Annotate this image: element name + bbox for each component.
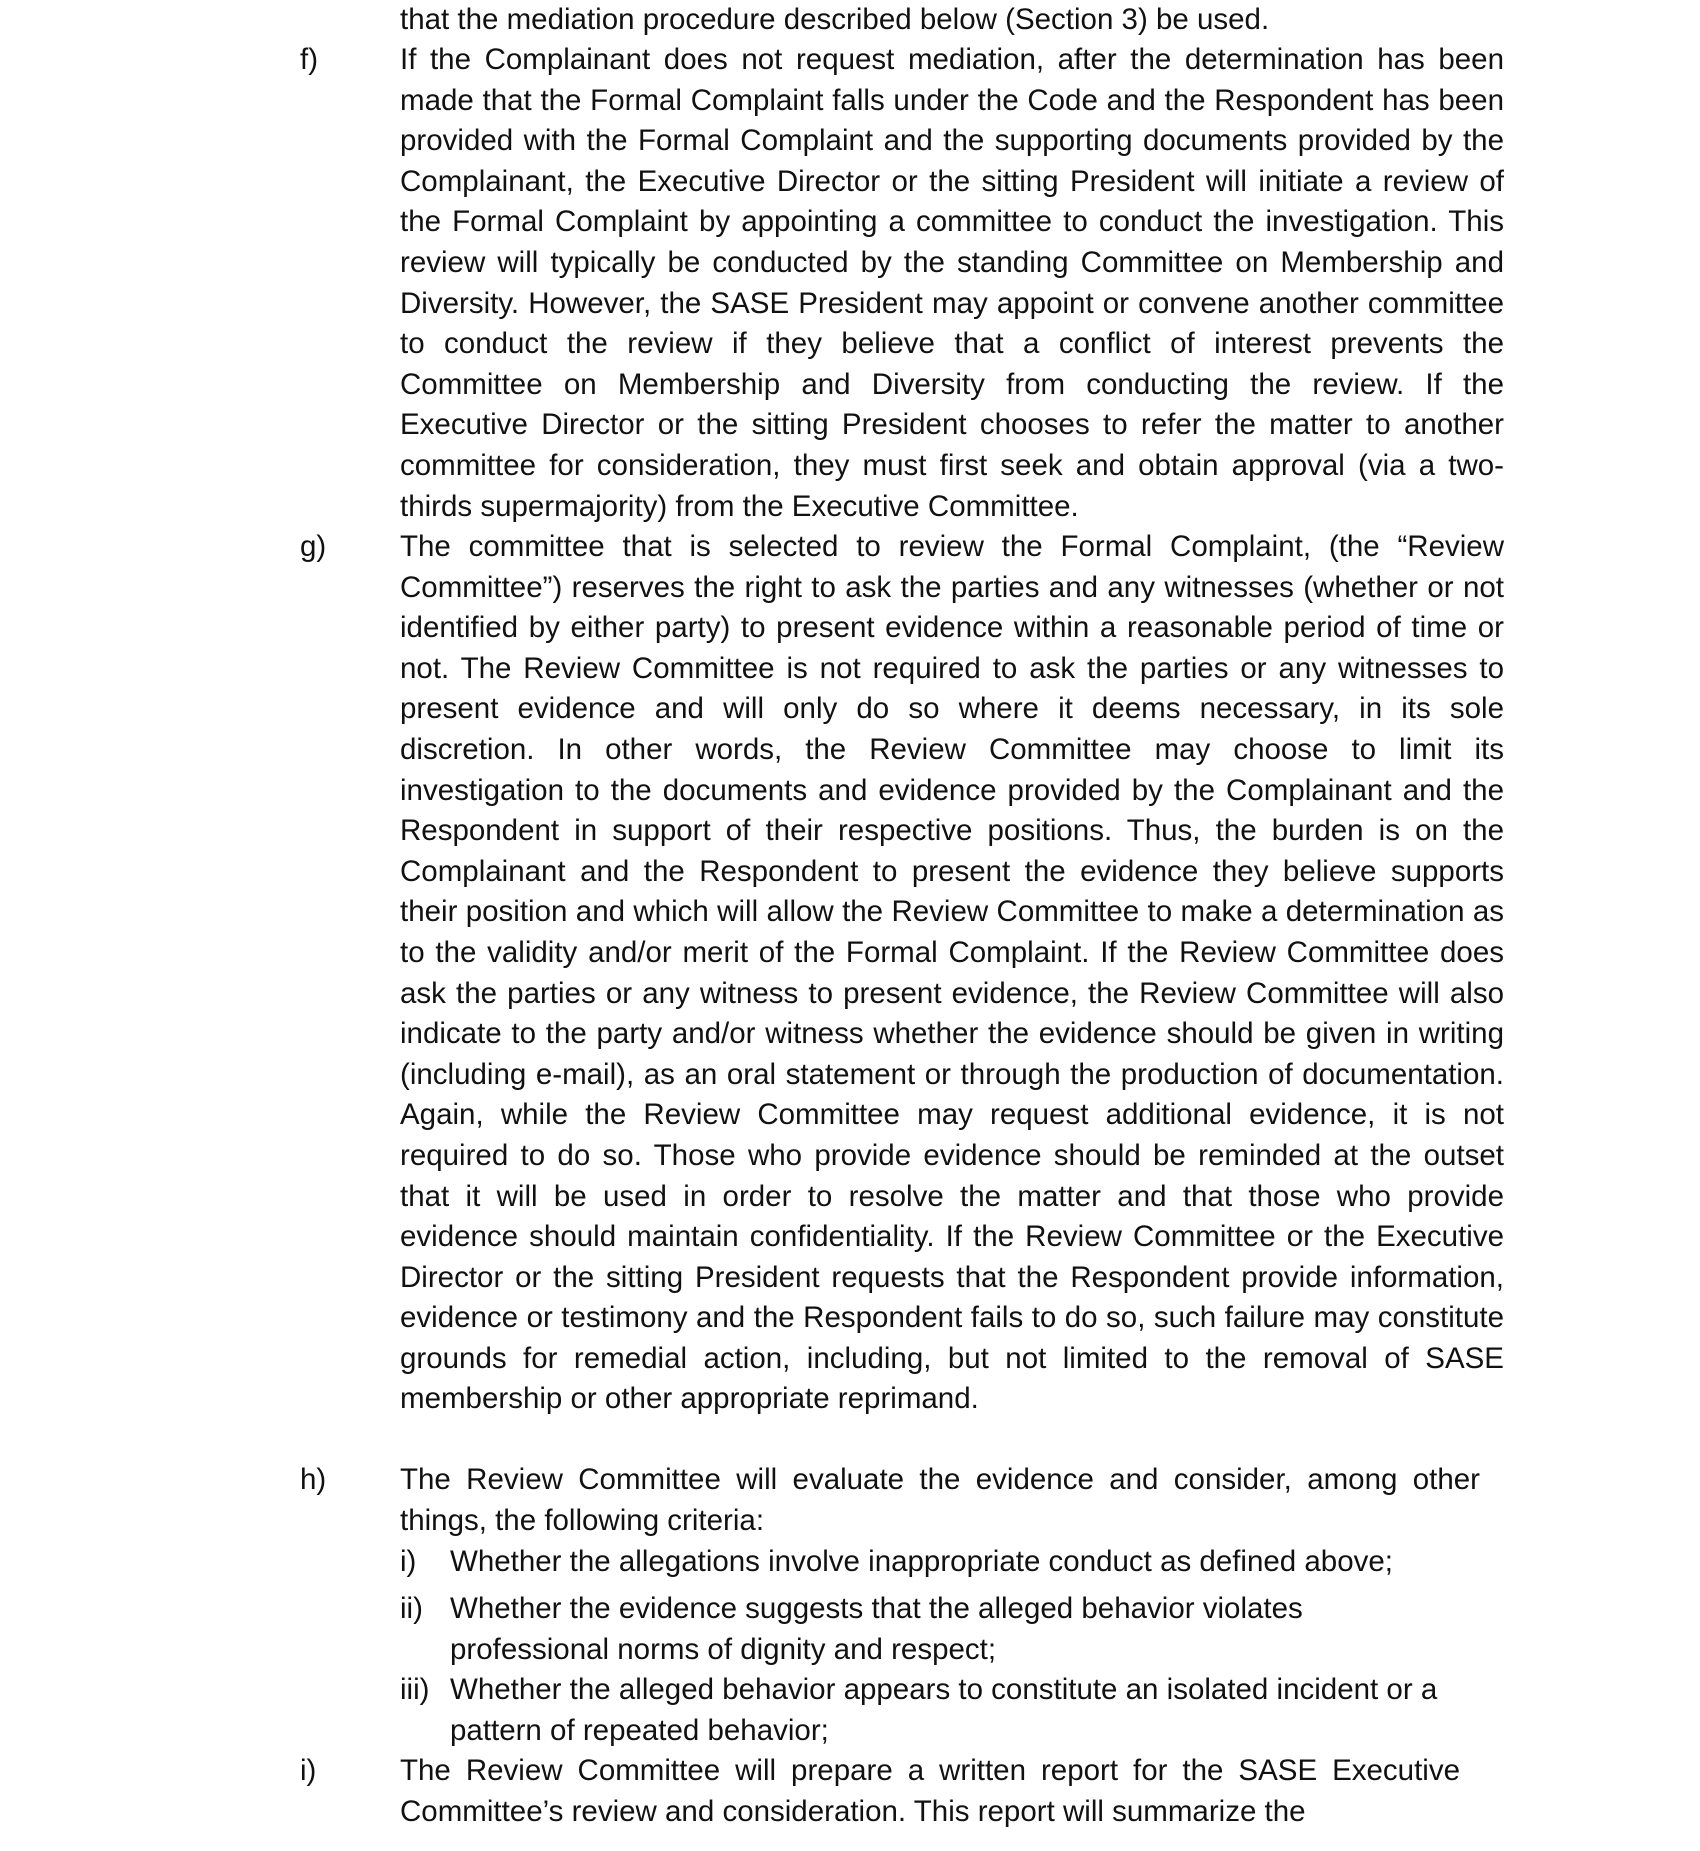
criteria-item-3 xyxy=(400,1670,1504,1751)
lead-in-line: that the mediation procedure described below (Section 3) be used. xyxy=(400,3,1270,36)
criteria-item-2-text: Whether the evidence suggests that the alleged behavior violates professional norms of dignity and respect; xyxy=(450,1592,1303,1666)
item-h-text: The Review Committee will evaluate the evidence and consider, among other things, the following criteria: xyxy=(400,1463,1480,1537)
item-i-text: The Review Committee will prepare a written report for the SASE Executive Committee’s review and consideration. This report will summarize the xyxy=(400,1754,1460,1828)
criteria-item-1-text: Whether the allegations involve inappropriate conduct as defined above; xyxy=(450,1545,1393,1578)
criteria-item-1-marker: i) xyxy=(400,1545,417,1578)
item-f-marker: f) xyxy=(300,43,319,76)
criteria-item-3-marker: iii) xyxy=(400,1673,430,1706)
item-i-marker: i) xyxy=(300,1754,317,1787)
item-g-text: The committee that is selected to review the Formal Complaint, (the “Review Committee”) reserves the right to ask the parties and any witnesses (whether or not identified by either party) to present evidence within a reasonable period of time or not. The Review Committee is not required to ask the parties or any witnesses to present evidence and will only do so where it deems necessary, in its sole discretion. In other words, the Review Committee may choose to limit its investigation to the documents and evidence provided by the Complainant and the Respondent in support of their respective positions. Thus, the burden is on the Complainant and the Respondent to present the evidence they believe supports their position and which will allow the Review Committee to make a determination as to the validity and/or merit of the Formal Complaint. If the Review Committee does ask the parties or any witness to present evidence, the Review Committee will also indicate to the party and/or witness whether the evidence should be given in writing (including e-mail), as an oral statement or through the production of documentation. Again, while the Review Committee may request additional evidence, it is not required to do so. Those who provide evidence should be reminded at the outset that it will be used in order to resolve the matter and that those who provide evidence should maintain confidentiality. If the Review Committee or the Executive Director or the sitting President requests that the Respondent provide information, evidence or testimony and the Respondent fails to do so, such failure may constitute grounds for remedial action, including, but not limited to the removal of SASE membership or other appropriate reprimand. xyxy=(400,530,1504,1416)
criteria-item-2-marker: ii) xyxy=(400,1592,423,1625)
item-f-text: If the Complainant does not request mediation, after the determination has been made that the Formal Complaint falls under the Code and the Respondent has been provided with the Formal Complaint and the supporting documents provided by the Complainant, the Executive Director or the sitting President will initiate a review of the Formal Complaint by appointing a committee to conduct the investigation. This review will typically be conducted by the standing Committee on Membership and Diversity. However, the SASE President may appoint or convene another committee to conduct the review if they believe that a conflict of interest prevents the Committee on Membership and Diversity from conducting the review. If the Executive Director or the sitting President chooses to refer the matter to another committee for consideration, they must first seek and obtain approval (via a two-thirds supermajority) from the Executive Committee. xyxy=(400,43,1504,523)
criteria-item-2 xyxy=(400,1589,1504,1670)
item-h-marker: h) xyxy=(300,1463,327,1496)
criteria-item-3-text: Whether the alleged behavior appears to constitute an isolated incident or a pattern of repeated behavior; xyxy=(450,1673,1438,1747)
criteria-item-1 xyxy=(400,1542,1504,1583)
item-g-marker: g) xyxy=(300,530,327,563)
